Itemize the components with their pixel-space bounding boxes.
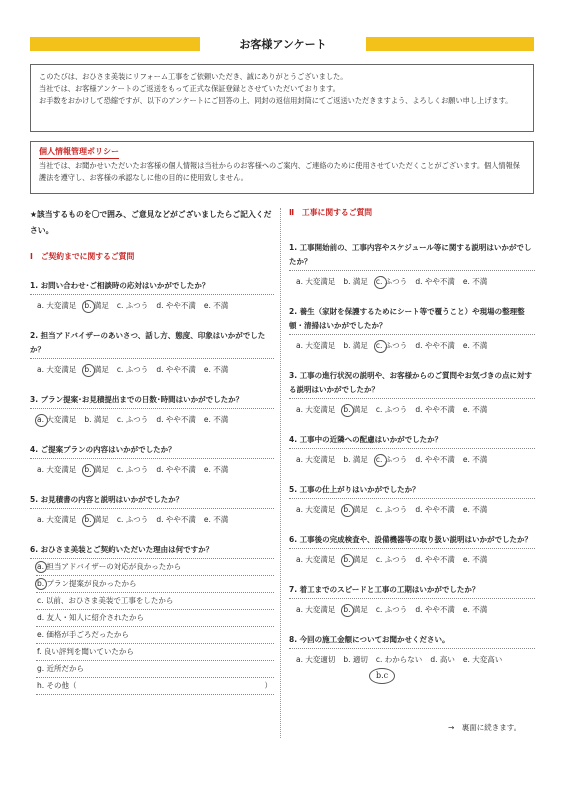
option-d[interactable]: d. やや不満 [156,415,196,424]
reason-item-f[interactable]: f. 良い評判を聞いていたから [36,644,274,661]
work-question-5 [289,483,535,517]
option-d[interactable]: d. やや不満 [156,365,196,374]
option-b-circled[interactable]: b. 満足 [342,503,369,517]
answer-options [289,603,535,617]
option-d[interactable]: d. やや不満 [415,277,455,286]
answer-options [30,363,274,377]
answer-options [289,339,535,353]
option-a[interactable]: a. 大変満足 [37,465,77,474]
reason-item-d[interactable]: d. 友人・知人に紹介されたから [36,610,274,627]
answer-options [289,403,535,417]
privacy-policy-box [30,141,534,194]
option-b-circled[interactable]: b. 満足 [83,299,110,313]
other-label: h. その他（ [37,681,77,690]
option-b-circled[interactable]: b. 満足 [342,403,369,417]
option-e[interactable]: e. 不満 [203,301,229,310]
option-b[interactable]: b. 満足 [84,415,109,424]
question-text: 6. おひさま美装とご契約いただいた理由は何ですか？ [30,543,274,559]
option-e[interactable]: e. 不満 [203,365,229,374]
option-e[interactable]: e. 不満 [462,277,488,286]
option-d[interactable]: d. やや不満 [415,555,455,564]
answer-options [30,299,274,313]
question-text: 7. 着工までのスピードと工事の工期はいかがでしたか？ [289,583,535,599]
column-divider [280,208,281,738]
option-c[interactable]: c. ふつう [116,415,149,424]
question-text: 4. ご提案プランの内容はいかがでしたか？ [30,443,274,459]
instructions: ★該当するものを〇で囲み、ご意見などがございましたらご記入ください。 [30,210,272,235]
right-column [289,207,535,684]
option-a[interactable]: a. 大変満足 [296,555,336,564]
reason-item-c[interactable]: c. 以前、おひさま美装で工事をしたから [36,593,274,610]
header-bar-right [366,37,534,51]
answer-options [289,453,535,467]
option-d[interactable]: d. やや不満 [156,515,196,524]
page-title: お客様アンケート [239,38,327,51]
section-title-construction: Ⅱ 工事に関するご質問 [289,208,373,217]
option-a[interactable]: a. 大変満足 [296,277,336,286]
option-d[interactable]: d. やや不満 [415,605,455,614]
question-4 [30,443,274,477]
intro-line: お手数をおかけして恐縮ですが、以下のアンケートにご回答の上、同封の返信用封筒にてご返送いただきますよう、よろしくお願い申し上げます。 [39,96,513,105]
option-b[interactable]: b. 満足 [343,455,368,464]
left-column [30,207,274,711]
question-6 [30,543,274,695]
option-c[interactable]: c. ふつう [116,515,149,524]
option-d[interactable]: d. やや不満 [415,455,455,464]
answer-options [30,463,274,477]
reason-item-b-circled[interactable]: b. プラン提案が良かったから [36,576,274,593]
option-c[interactable]: c. ふつう [116,365,149,374]
reason-item-h[interactable] [36,678,274,695]
answer-options [289,275,535,289]
option-d[interactable]: d. やや不満 [415,405,455,414]
option-b-circled[interactable]: b. 満足 [83,363,110,377]
option-b-circled[interactable]: b. 満足 [342,603,369,617]
option-e[interactable]: e. 不満 [203,415,229,424]
option-b-circled[interactable]: b. 満足 [83,513,110,527]
intro-box [30,64,534,132]
option-a[interactable]: a. 大変満足 [296,455,336,464]
reason-item-a-circled[interactable]: a. 担当アドバイザーの対応が良かったから [36,559,274,576]
work-question-3 [289,369,535,417]
option-b[interactable]: b. 満足 [343,277,368,286]
question-text: 2. 担当アドバイザーのあいさつ、話し方、態度、印象はいかがでしたか？ [30,329,274,359]
option-b-circled[interactable]: b. 満足 [342,553,369,567]
option-b[interactable]: b. 適切 [343,655,368,664]
question-5 [30,493,274,527]
handwritten-answer: b.c [369,668,395,684]
option-c-circled[interactable]: c. ふつう [375,275,408,289]
option-c-circled[interactable]: c. ふつう [375,339,408,353]
option-a[interactable]: a. 大変満足 [296,505,336,514]
work-question-6 [289,533,535,567]
intro-line: このたびは、おひさま美装にリフォーム工事をご依頼いただき、誠にありがとうございました。 [39,72,348,81]
question-text: 1. お問い合わせ･ご相談時の応対はいかがでしたか？ [30,279,274,295]
question-text: 4. 工事中の近隣への配慮はいかがでしたか？ [289,433,535,449]
policy-title: 個人情報管理ポリシー [39,146,119,159]
option-e[interactable]: e. 不満 [462,455,488,464]
question-text: 3. 工事の進行状況の説明や、お客様からのご質問やお気づきの点に対する説明はいかがでしたか？ [289,369,535,399]
option-c[interactable]: c. ふつう [375,555,408,564]
option-c[interactable]: c. ふつう [116,301,149,310]
option-e[interactable]: e. 大変高い [462,655,503,664]
option-a[interactable]: a. 大変満足 [37,515,77,524]
question-text: 5. 工事の仕上がりはいかがでしたか？ [289,483,535,499]
question-text: 3. プラン提案･お見積提出までの日数･時間はいかがでしたか？ [30,393,274,409]
option-e[interactable]: e. 不満 [462,605,488,614]
option-c[interactable]: c. ふつう [116,465,149,474]
answer-options [30,413,274,427]
answer-options [289,653,535,667]
answer-options [30,513,274,527]
option-d[interactable]: d. 高い [430,655,455,664]
work-question-4 [289,433,535,467]
work-question-7 [289,583,535,617]
policy-text: 当社では、お聞かせいただいたお客様の個人情報は当社からのお客様へのご案内、ご連絡のために使用させていただくことがございます。個人情報保護法を遵守し、お客様の承認なしに他の目的に使用致しません。 [39,161,520,182]
answer-options [289,503,535,517]
option-e[interactable]: e. 不満 [462,405,488,414]
option-c[interactable]: c. ふつう [375,605,408,614]
option-c[interactable]: c. わからない [375,655,423,664]
continued-on-back: → 裏面に続きます。 [448,723,522,732]
option-a-circled[interactable]: a. 大変満足 [36,413,77,427]
intro-line: 当社では、お客様アンケートのご返送をもって正式な保証登録とさせていただいております。 [39,84,340,93]
answer-options [289,553,535,567]
question-text: 8. 今回の施工金額についてお聞かせください。 [289,633,535,649]
option-e[interactable]: e. 不満 [462,555,488,564]
option-e[interactable]: e. 不満 [462,505,488,514]
reason-item-g[interactable]: g. 近所だから [36,661,274,678]
option-e[interactable]: e. 不満 [462,341,488,350]
question-1 [30,279,274,313]
option-a[interactable]: a. 大変満足 [296,405,336,414]
option-c[interactable]: c. ふつう [375,405,408,414]
header-bar-left [30,37,200,51]
question-text: 5. お見積書の内容と説明はいかがでしたか？ [30,493,274,509]
question-text: 2. 養生（家財を保護するためにシート等で覆うこと）や現場の整理整頓・清掃はいかがでしたか？ [289,305,535,335]
option-d[interactable]: d. やや不満 [156,465,196,474]
question-text: 1. 工事開始前の、工事内容やスケジュール等に関する説明はいかがでしたか？ [289,241,535,271]
option-b-circled[interactable]: b. 満足 [83,463,110,477]
option-e[interactable]: e. 不満 [203,465,229,474]
option-c-circled[interactable]: c. ふつう [375,453,408,467]
option-a[interactable]: a. 大変適切 [296,655,336,664]
section-title-contract: Ⅰ ご契約までに関するご質問 [30,252,135,261]
option-e[interactable]: e. 不満 [203,515,229,524]
work-question-8 [289,633,535,684]
reason-list [30,559,274,695]
option-a[interactable]: a. 大変満足 [296,605,336,614]
other-close-paren: ） [264,681,272,690]
reason-item-e[interactable]: e. 価格が手ごろだったから [36,627,274,644]
question-text: 6. 工事後の完成検査や、設備機器等の取り扱い説明はいかがでしたか？ [289,533,535,549]
option-b[interactable]: b. 満足 [343,341,368,350]
option-d[interactable]: d. やや不満 [415,341,455,350]
option-c[interactable]: c. ふつう [375,505,408,514]
option-a[interactable]: a. 大変満足 [37,301,77,310]
work-question-2 [289,305,535,353]
option-a[interactable]: a. 大変満足 [37,365,77,374]
option-d[interactable]: d. やや不満 [415,505,455,514]
option-d[interactable]: d. やや不満 [156,301,196,310]
option-a[interactable]: a. 大変満足 [296,341,336,350]
work-question-1 [289,241,535,289]
question-3 [30,393,274,427]
question-2 [30,329,274,377]
